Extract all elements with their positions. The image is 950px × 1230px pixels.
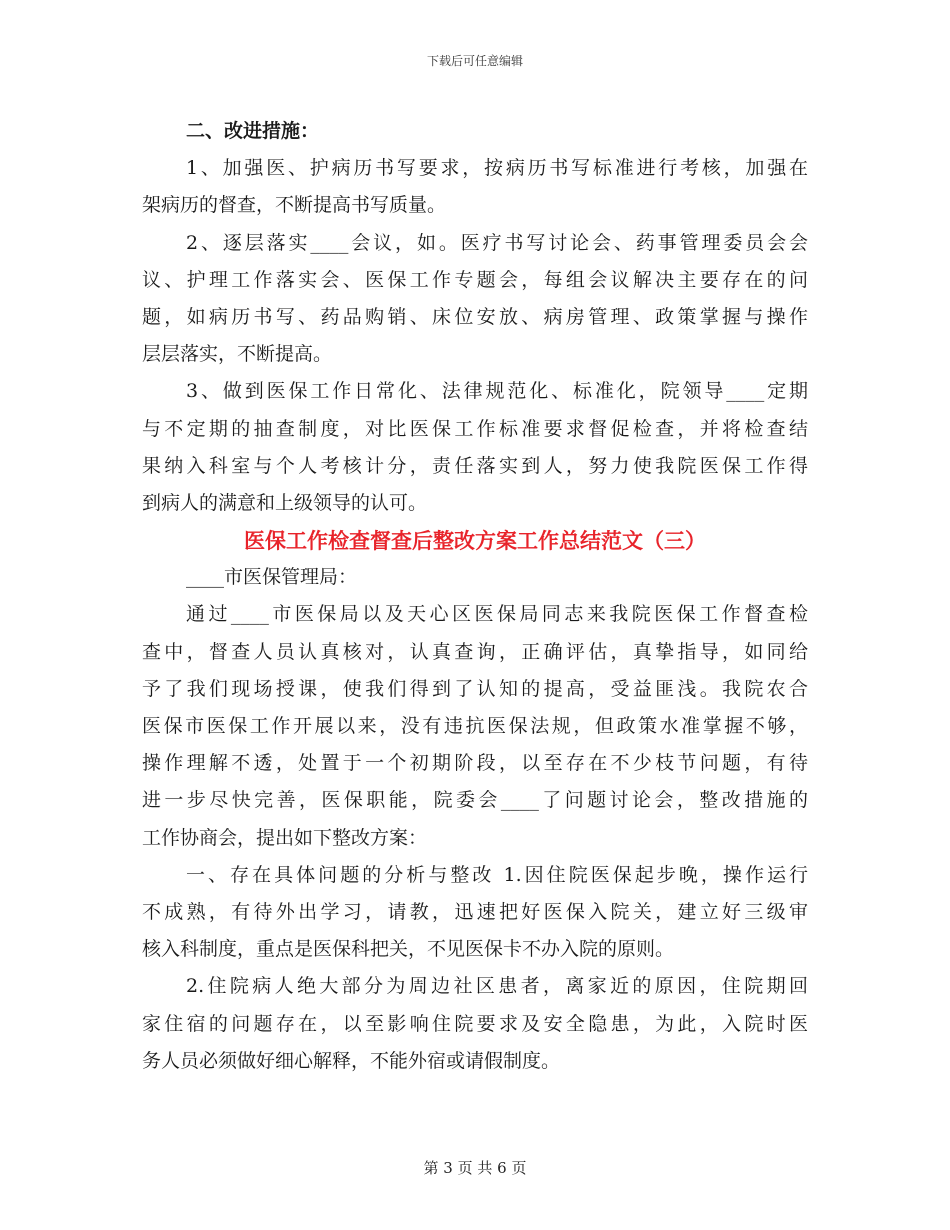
- improvement-item-3: [142, 373, 808, 522]
- text-line: 题，如病历书写、药品购销、床位安放、病房管理、政策掌握与操作: [142, 305, 808, 328]
- text-line: 核入科制度，重点是医保科把关，不见医保卡不办入院的原则。: [142, 938, 675, 961]
- text-line: 架病历的督查，不断提高书写质量。: [142, 194, 447, 217]
- text-line: 予了我们现场授课，使我们得到了认知的提高，受益匪浅。我院农合: [142, 677, 808, 700]
- text-line: 务人员必须做好细心解释，不能外宿或请假制度。: [142, 1049, 561, 1072]
- section-heading: 二、改进措施：: [186, 120, 320, 142]
- page-footer: 第 3 页 共 6 页: [423, 1159, 527, 1177]
- text-line: 2.住院病人绝大部分为周边社区患者，离家近的原因，住院期回: [186, 975, 808, 998]
- text-line: 果纳入科室与个人考核计分，责任落实到人，努力使我院医保工作得: [142, 454, 808, 477]
- text-line: 通过____市医保局以及天心区医保局同志来我院医保工作督查检: [186, 603, 808, 626]
- text-line: 工作协商会，提出如下整改方案：: [142, 826, 428, 849]
- text-line: 不成熟，有待外出学习，请教，迅速把好医保入院关，建立好三级审: [142, 900, 808, 923]
- text-line: 一、存在具体问题的分析与整改 1.因住院医保起步晚，操作运行: [186, 863, 808, 886]
- text-line: 到病人的满意和上级领导的认可。: [142, 491, 428, 514]
- text-line: 议、护理工作落实会、医保工作专题会，每组会议解决主要存在的问: [142, 268, 808, 291]
- text-line: 与不定期的抽查制度，对比医保工作标准要求督促检查，并将检查结: [142, 417, 808, 440]
- improvement-item-1: [142, 150, 808, 224]
- document-title: 医保工作检查督查后整改方案工作总结范文（三）: [244, 528, 706, 554]
- letter-salutation: ____市医保管理局：: [186, 566, 358, 589]
- text-line: 层层落实，不断提高。: [142, 343, 333, 366]
- text-line: 操作理解不透，处置于一个初期阶段，以至存在不少枝节问题，有待: [142, 752, 808, 775]
- text-line: 3、做到医保工作日常化、法律规范化、标准化，院领导____定期: [186, 380, 808, 403]
- text-line: 医保市医保工作开展以来，没有违抗医保法规，但政策水准掌握不够，: [142, 715, 808, 737]
- text-line: 2、逐层落实____会议，如。医疗书写讨论会、药事管理委员会会: [186, 231, 808, 254]
- text-line: 家住宿的问题存在，以至影响住院要求及安全隐患，为此，入院时医: [142, 1012, 808, 1035]
- improvement-item-2: [142, 225, 808, 374]
- text-line: 查中，督查人员认真核对，认真查询，正确评估，真挚指导，如同给: [142, 640, 808, 663]
- letter-paragraph-1: [142, 596, 808, 856]
- letter-paragraph-2: [142, 857, 808, 969]
- text-line: 进一步尽快完善，医保职能，院委会____了问题讨论会，整改措施的: [142, 789, 808, 812]
- document-body: [142, 113, 808, 1080]
- letter-paragraph-3: [142, 968, 808, 1080]
- page-header: 下载后可任意编辑: [426, 54, 523, 68]
- text-line: 1、加强医、护病历书写要求，按病历书写标准进行考核，加强在: [186, 157, 808, 180]
